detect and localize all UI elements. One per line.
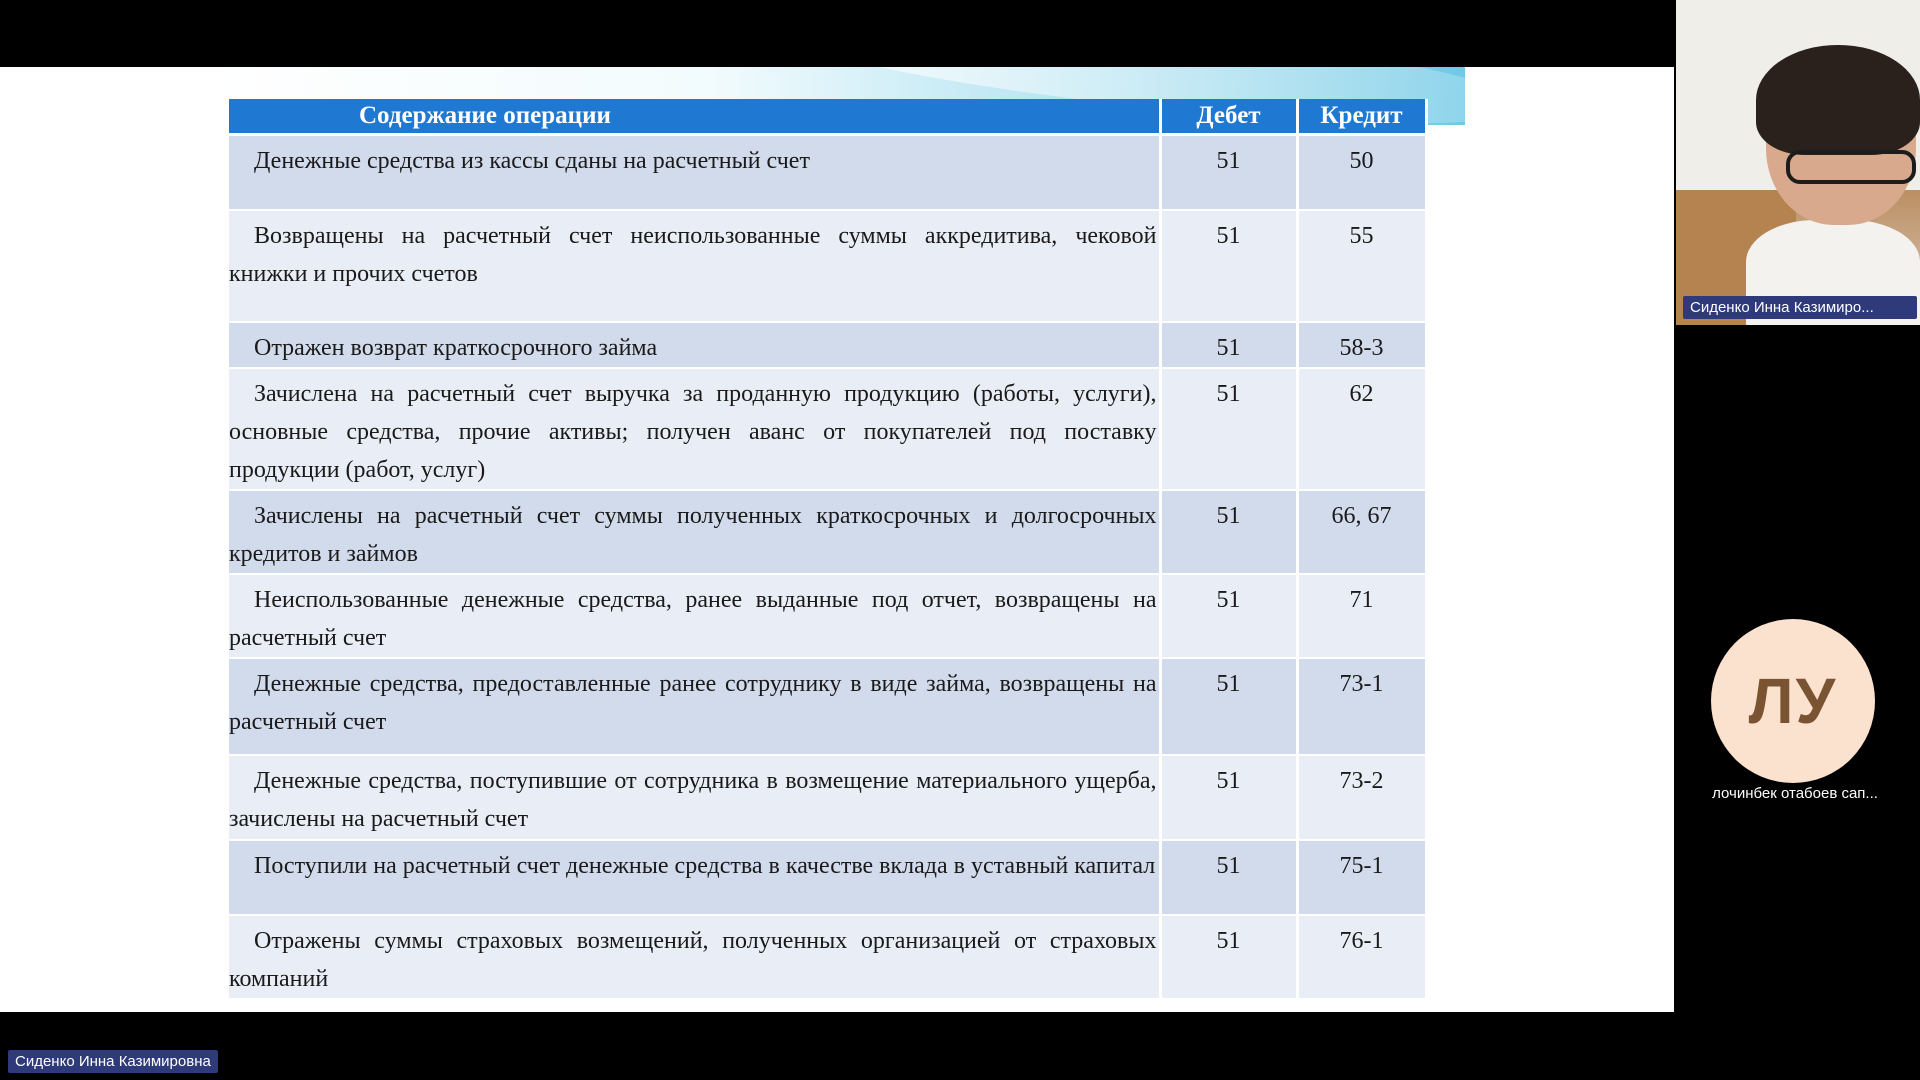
operation-text: Денежные средства, предоставленные ранее сотруднику в виде займа, возвращены на расчетный счет xyxy=(229,658,1160,755)
video-tile-name-label: Сиденко Инна Казимиро... xyxy=(1683,296,1917,319)
operation-text: Денежные средства из кассы сданы на расчетный счет xyxy=(229,135,1160,210)
header-operation: Содержание операции xyxy=(229,99,1160,135)
operation-text: Поступили на расчетный счет денежные средства в качестве вклада в уставный капитал xyxy=(229,840,1160,915)
header-credit: Кредит xyxy=(1297,99,1426,135)
table-row xyxy=(229,574,1426,658)
credit-value: 62 xyxy=(1297,368,1426,490)
credit-value: 66, 67 xyxy=(1297,490,1426,574)
operation-text: Возвращены на расчетный счет неиспользованные суммы аккредитива, чековой книжки и прочих счетов xyxy=(229,210,1160,322)
table-row xyxy=(229,658,1426,755)
operation-text: Денежные средства, поступившие от сотрудника в возмещение материального ущерба, зачислены на расчетный счет xyxy=(229,755,1160,840)
operation-text: Отражены суммы страховых возмещений, полученных организацией от страховых компаний xyxy=(229,915,1160,999)
debit-value: 51 xyxy=(1160,368,1297,490)
debit-value: 51 xyxy=(1160,840,1297,915)
table-row xyxy=(229,915,1426,999)
debit-value: 51 xyxy=(1160,210,1297,322)
credit-value: 58-3 xyxy=(1297,322,1426,368)
credit-value: 75-1 xyxy=(1297,840,1426,915)
table-row xyxy=(229,135,1426,210)
credit-value: 76-1 xyxy=(1297,915,1426,999)
table-row xyxy=(229,368,1426,490)
debit-value: 51 xyxy=(1160,322,1297,368)
debit-value: 51 xyxy=(1160,574,1297,658)
table-row xyxy=(229,490,1426,574)
credit-value: 73-1 xyxy=(1297,658,1426,755)
credit-value: 71 xyxy=(1297,574,1426,658)
table-row xyxy=(229,840,1426,915)
operation-text: Зачислены на расчетный счет суммы полученных краткосрочных и долгосрочных кредитов и займов xyxy=(229,490,1160,574)
avatar-participant-name: лочинбек отабоев сап... xyxy=(1712,785,1878,802)
operation-text: Отражен возврат краткосрочного займа xyxy=(229,322,1160,368)
table-row xyxy=(229,322,1426,368)
table-row xyxy=(229,210,1426,322)
header-debit: Дебет xyxy=(1160,99,1297,135)
debit-value: 51 xyxy=(1160,755,1297,840)
participant-video-tile[interactable] xyxy=(1676,0,1920,325)
operations-table xyxy=(229,99,1428,1000)
table-row xyxy=(229,755,1426,840)
participant-avatar[interactable]: ЛУ xyxy=(1711,619,1875,783)
operation-text: Зачислена на расчетный счет выручка за проданную продукцию (работы, услуги), основные средства, прочие активы; получен аванс от покупателей под поставку продукции (работ, услуг) xyxy=(229,368,1160,490)
debit-value: 51 xyxy=(1160,135,1297,210)
presenter-name-label: Сиденко Инна Казимировна xyxy=(8,1050,218,1073)
debit-value: 51 xyxy=(1160,658,1297,755)
debit-value: 51 xyxy=(1160,490,1297,574)
credit-value: 73-2 xyxy=(1297,755,1426,840)
credit-value: 55 xyxy=(1297,210,1426,322)
credit-value: 50 xyxy=(1297,135,1426,210)
operation-text: Неиспользованные денежные средства, ранее выданные под отчет, возвращены на расчетный счет xyxy=(229,574,1160,658)
debit-value: 51 xyxy=(1160,915,1297,999)
table-header-row xyxy=(229,99,1426,135)
